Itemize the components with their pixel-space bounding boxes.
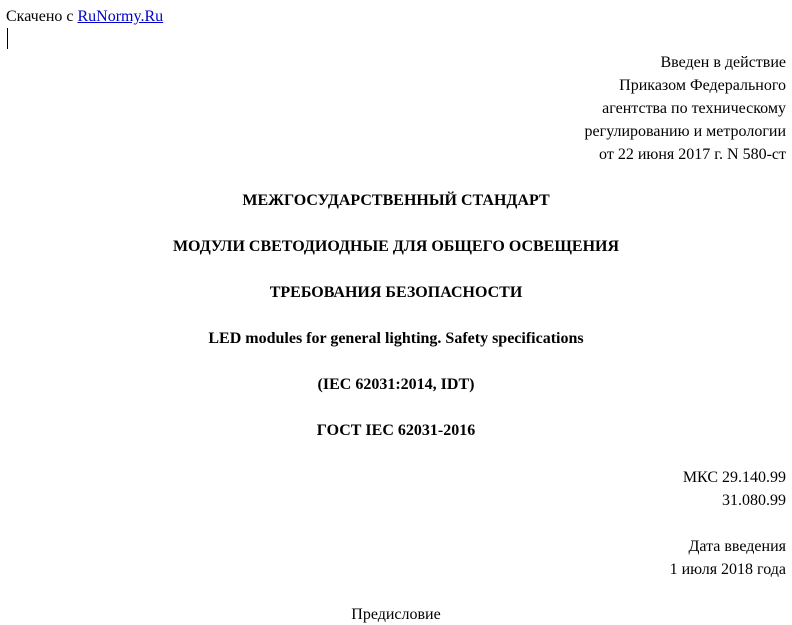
introduction-date-value: 1 июля 2018 года (669, 561, 786, 578)
runormy-link[interactable]: RuNormy.Ru (77, 8, 164, 25)
gost-designation: ГОСТ IEC 62031-2016 (316, 422, 476, 439)
title-ru-heading: МОДУЛИ СВЕТОДИОДНЫЕ ДЛЯ ОБЩЕГО ОСВЕЩЕНИЯ (172, 238, 620, 255)
standard-type-heading: МЕЖГОСУДАРСТВЕННЫЙ СТАНДАРТ (242, 192, 550, 209)
subtitle-ru-heading: ТРЕБОВАНИЯ БЕЗОПАСНОСТИ (269, 284, 523, 301)
title-en-heading: LED modules for general lighting. Safety specifications (208, 330, 584, 347)
text-caret (7, 28, 8, 49)
mks-code-2: 31.080.99 (722, 492, 786, 509)
introduction-date-label: Дата введения (688, 538, 786, 555)
downloaded-prefix: Скачено с (6, 8, 78, 25)
enactment-line-1: Введен в действие (660, 54, 786, 71)
enactment-line-5: от 22 июня 2017 г. N 580-ст (599, 146, 786, 163)
foreword-heading: Предисловие (351, 606, 441, 623)
enactment-line-4: регулированию и метрологии (584, 123, 786, 140)
mks-code-1: МКС 29.140.99 (682, 469, 786, 486)
enactment-line-2: Приказом Федерального (619, 77, 786, 94)
enactment-line-3: агентства по техническому (602, 100, 786, 117)
iec-reference: (IEC 62031:2014, IDT) (317, 376, 475, 393)
downloaded-from-line (6, 6, 163, 27)
